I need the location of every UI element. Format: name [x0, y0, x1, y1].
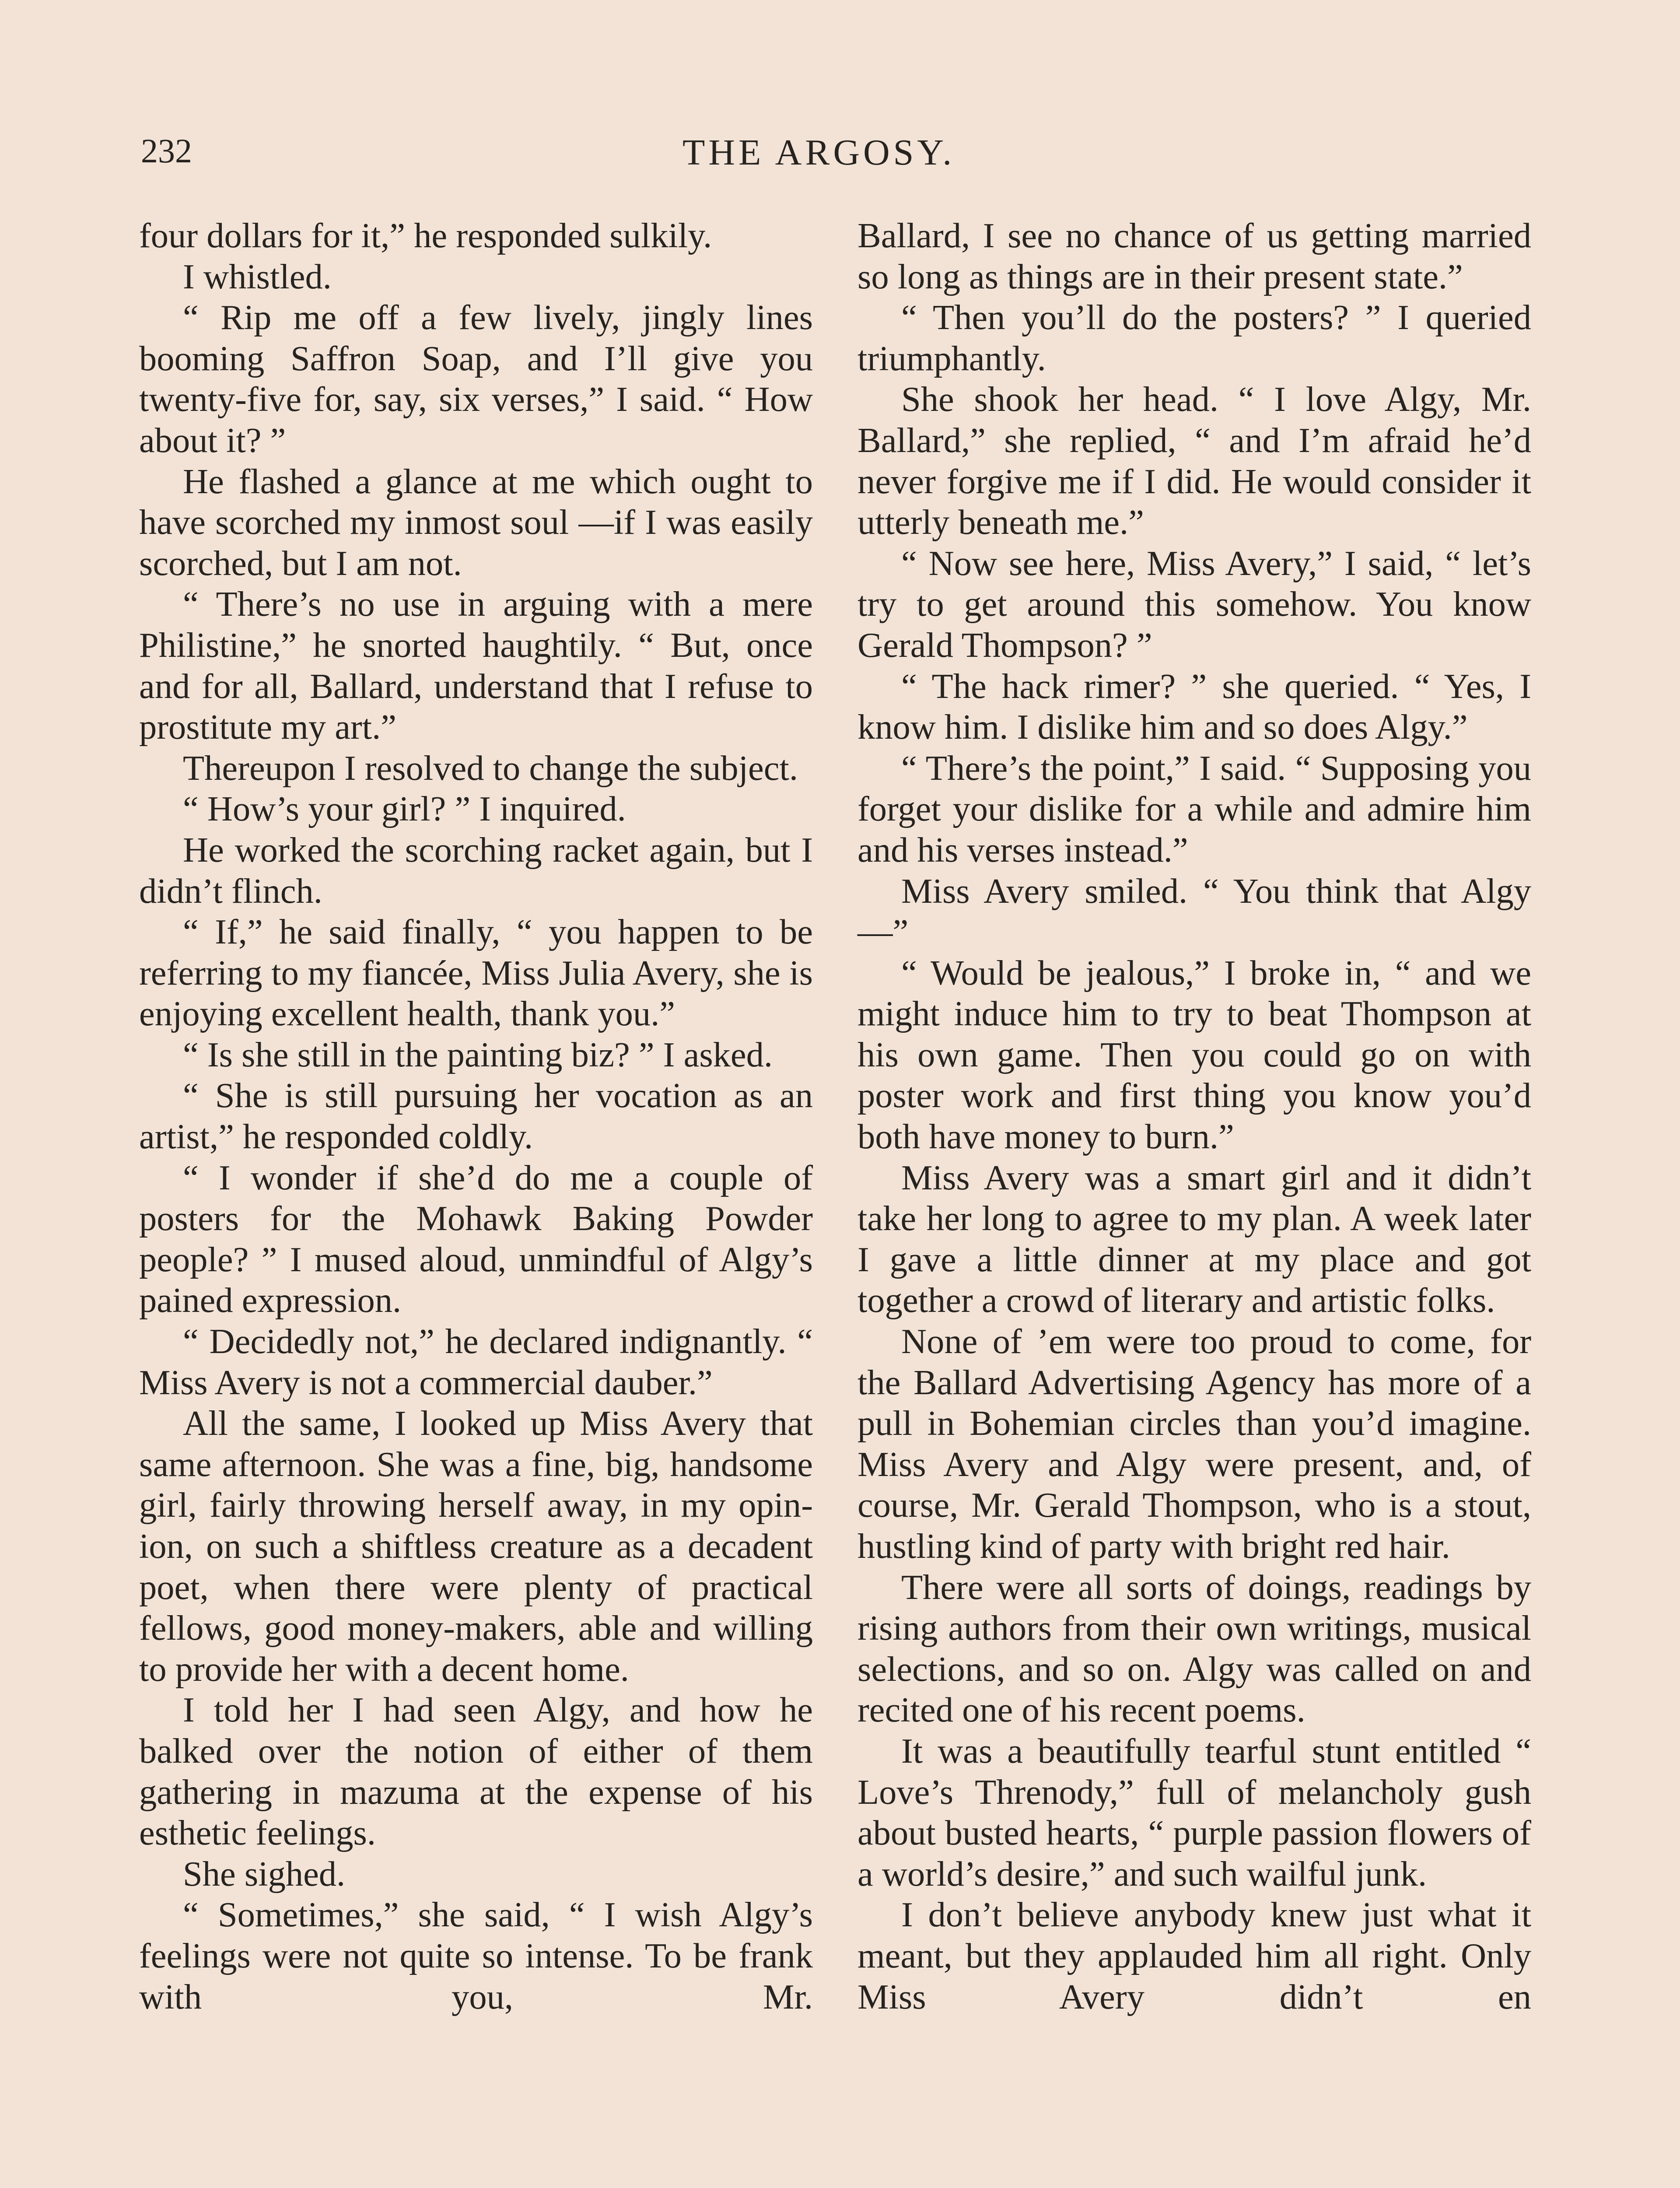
- paragraph: I whistled.: [183, 257, 332, 296]
- paragraph: She sighed.: [183, 1854, 346, 1893]
- paragraph: “ Would be jealous,” I broke in, “ and we might induce him to try to beat Thompson at his own game. Then you could go on with poster work and first thing you know you’d both have money to burn.”: [858, 953, 1531, 1157]
- paragraph: “ I wonder if she’d do me a couple of posters for the Mohawk Baking Powder people? ” I mused aloud, unmindful of Algy’s pained expression.: [139, 1158, 813, 1320]
- paragraph: She shook her head. “ I love Algy, Mr. Ballard,” she replied, “ and I’m afraid he’d never forgive me if I did. He would consider it utterly beneath me.”: [858, 380, 1531, 542]
- paragraph: I told her I had seen Algy, and how he balked over the notion of either of them gathering in mazuma at the expense of his esthetic feelings.: [139, 1690, 813, 1853]
- paragraph: All the same, I looked up Miss Avery that same afternoon. She was a fine, big, handsome girl, fairly throwing herself away, in my opinion, on such a shiftless creature as a decadent poet, when there were plenty of practical fellows, good money-makers, able and willing to provide her with a decent home.: [139, 1404, 813, 1689]
- paragraph: “ There’s the point,” I said. “ Supposing you forget your dislike for a while and admire him and his verses instead.”: [858, 748, 1531, 870]
- paragraph: He worked the scorching racket again, but I didn’t flinch.: [139, 830, 813, 911]
- paragraph: “ How’s your girl? ” I inquired.: [183, 789, 626, 829]
- paragraph: “ Decidedly not,” he declared indignantly. “ Miss Avery is not a commercial dauber.”: [139, 1322, 813, 1402]
- paragraph: There were all sorts of doings, readings by rising authors from their own writings, musical selections, and so on. Algy was called on and recited one of his recent poems.: [858, 1567, 1531, 1730]
- paragraph: “ The hack rimer? ” she queried. “ Yes, I know him. I dislike him and so does Algy.”: [858, 666, 1531, 747]
- right-text-column: [858, 215, 1531, 2017]
- paragraph: Miss Avery smiled. “ You think that Algy—”: [858, 871, 1531, 952]
- paragraph: “ Sometimes,” she said, “ I wish Algy’s feelings were not quite so intense. To be frank with you, Mr.: [139, 1895, 813, 2016]
- paragraph: “ If,” he said finally, “ you happen to be referring to my fiancée, Miss Julia Avery, she is enjoying excellent health, thank you.”: [139, 912, 813, 1034]
- paragraph: It was a beautifully tearful stunt entitled “ Love’s Threnody,” full of melancholy gush about busted hearts, “ purple passion flowers of a world’s desire,” and such wailful junk.: [858, 1731, 1531, 1893]
- paragraph: four dollars for it,” he responded sulkily.: [139, 216, 712, 255]
- running-head: THE ARGOSY.: [682, 132, 956, 173]
- paragraph: “ Is she still in the painting biz? ” I asked.: [183, 1035, 773, 1074]
- page-number: 232: [141, 132, 192, 170]
- paragraph: He flashed a glance at me which ought to have scorched my inmost soul —if I was easily scorched, but I am not.: [139, 462, 813, 583]
- paragraph: Ballard, I see no chance of us getting married so long as things are in their present state.”: [858, 216, 1531, 296]
- paragraph: “ Then you’ll do the posters? ” I queried triumphantly.: [858, 298, 1531, 378]
- paragraph: None of ’em were too proud to come, for the Ballard Advertising Agency has more of a pull in Bohemian circles than you’d imagine. Miss Avery and Algy were present, and, of course, Mr. Gerald Thompson, who is a stout, hustling kind of party with bright red hair.: [858, 1322, 1531, 1566]
- paragraph: Miss Avery was a smart girl and it didn’t take her long to agree to my plan. A week later I gave a little dinner at my place and got together a crowd of literary and artistic folks.: [858, 1158, 1531, 1320]
- paragraph: “ There’s no use in arguing with a mere Philistine,” he snorted haughtily. “ But, once and for all, Ballard, understand that I refuse to prostitute my art.”: [139, 585, 813, 747]
- paragraph: “ Rip me off a few lively, jingly lines booming Saffron Soap, and I’ll give you twenty-five for, say, six verses,” I said. “ How about it? ”: [139, 298, 813, 460]
- paragraph: I don’t believe anybody knew just what it meant, but they applauded him all right. Only Miss Avery didn’t en: [858, 1895, 1531, 2016]
- paragraph: Thereupon I resolved to change the subject.: [183, 748, 798, 788]
- left-text-column: [139, 215, 813, 2017]
- paragraph: “ She is still pursuing her vocation as an artist,” he responded coldly.: [139, 1076, 813, 1157]
- paragraph: “ Now see here, Miss Avery,” I said, “ let’s try to get around this somehow. You know Gerald Thompson? ”: [858, 543, 1531, 665]
